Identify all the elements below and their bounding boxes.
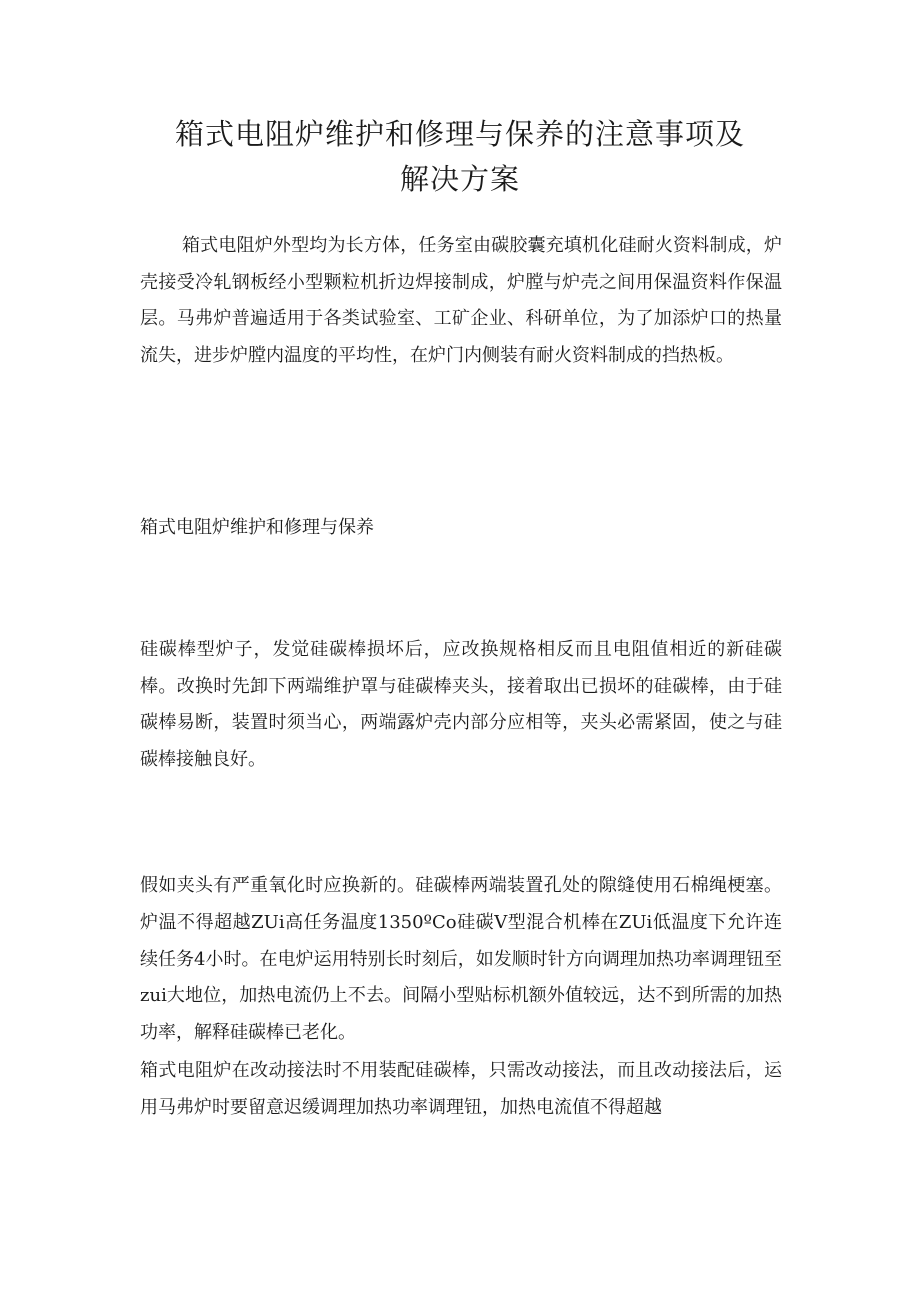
title-line-1: 箱式电阻炉维护和修理与保养的注意事项及	[174, 117, 745, 151]
section-heading: 箱式电阻炉维护和修理与保养	[140, 517, 374, 538]
intro-paragraph: 箱式电阻炉外型均为长方体，任务室由碳胶囊充填机化硅耐火资料制成，炉壳接受冷轧钢板经小型颗粒机折边焊接制成，炉膛与炉壳之间用保温资料作保温层。马弗炉普遍适用于各类试验室、工矿企业、科研单位，为了加添炉口的热量流失，进步炉膛内温度的平均性，在炉门内侧装有耐火资料制成的挡热板。	[140, 235, 782, 366]
document-title	[130, 112, 790, 202]
maintenance-paragraph-1: 硅碳棒型炉子，发觉硅碳棒损坏后，应改换规格相反而且电阻值相近的新硅碳棒。改换时先卸下两端维护罩与硅碳棒夹头，接着取出已损坏的硅碳棒，由于硅碳棒易断，装置时须当心，两端露炉壳内部分应相等，夹头必需紧固，使之与硅碳棒接触良好。	[140, 639, 782, 770]
maintenance-paragraph-3: 箱式电阻炉在改动接法时不用装配硅碳棒，只需改动接法，而且改动接法后，运用马弗炉时要留意迟缓调理加热功率调理钮，加热电流值不得超越	[140, 1060, 782, 1118]
title-line-2: 解决方案	[399, 162, 520, 196]
maintenance-paragraph-2: 假如夹头有严重氧化时应换新的。硅碳棒两端装置孔处的隙缝使用石棉绳梗塞。炉温不得超越ZUi高任务温度1350ºCo硅碳V型混合机棒在ZUi低温度下允许连续任务4小时。在电炉运用特别长时刻后，如发顺时针方向调理加热功率调理钮至zui大地位，加热电流仍上不去。间隔小型贴标机额外值较远，达不到所需的加热功率，解释硅碳棒已老化。	[140, 875, 782, 1044]
